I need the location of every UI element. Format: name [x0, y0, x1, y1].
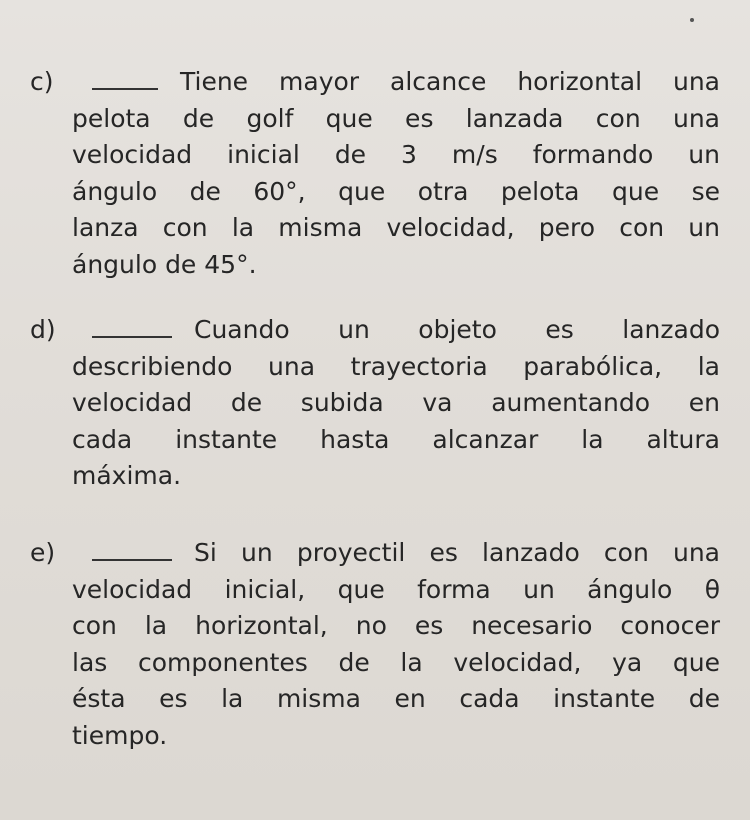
question-head-text: Si un proyectil es lanzado con una	[194, 538, 720, 567]
item-letter: e)	[30, 538, 56, 567]
question-line: velocidad de subida va aumentando en	[72, 388, 720, 417]
question-line: velocidad inicial de 3 m/s formando un	[72, 140, 720, 169]
question-item-d	[30, 312, 720, 495]
question-line: pelota de golf que es lanzada con una	[72, 103, 720, 133]
question-line: velocidad inicial, que forma un ángulo θ	[72, 574, 720, 604]
question-item-e	[30, 535, 720, 754]
question-line: cada instante hasta alcanzar la altura	[72, 424, 720, 454]
question-head-text: Tiene mayor alcance horizontal una	[180, 67, 720, 96]
item-letter: c)	[30, 67, 54, 96]
question-line: las componentes de la velocidad, ya que	[72, 647, 720, 677]
answer-blank[interactable]	[92, 316, 172, 338]
paper-speck	[690, 18, 694, 22]
question-head	[30, 535, 720, 572]
item-letter: d)	[30, 315, 56, 344]
question-head-text: Cuando un objeto es lanzado	[194, 315, 720, 344]
question-line: con la horizontal, no es necesario conocer	[72, 611, 720, 640]
question-line: ángulo de 45°.	[72, 249, 257, 279]
question-line: ésta es la misma en cada instante de	[72, 684, 720, 713]
answer-blank[interactable]	[92, 539, 172, 561]
question-head	[30, 312, 720, 349]
question-line: ángulo de 60°, que otra pelota que se	[72, 176, 720, 206]
question-line: describiendo una trayectoria parabólica, la	[72, 351, 720, 381]
question-line: máxima.	[72, 461, 182, 490]
question-line: lanza con la misma velocidad, pero con un	[72, 213, 720, 242]
answer-blank[interactable]	[92, 68, 158, 90]
question-item-c	[30, 64, 720, 283]
question-head	[30, 64, 720, 101]
question-line: tiempo.	[72, 720, 168, 750]
